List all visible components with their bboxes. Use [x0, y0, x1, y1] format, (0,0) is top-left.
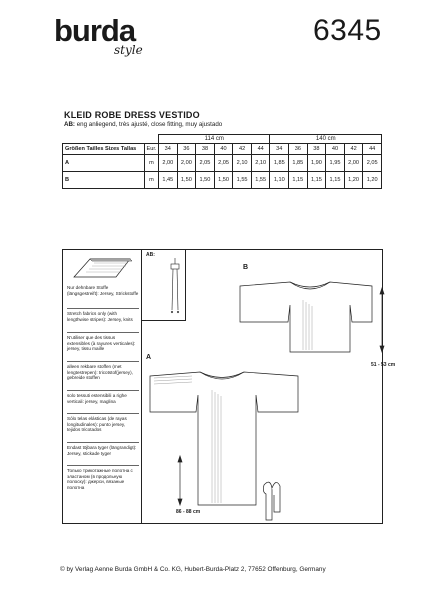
size-header: 38: [307, 144, 326, 155]
view-b-drawing: [240, 282, 372, 352]
table-cell: 1,95: [326, 155, 345, 172]
unit-header: Eur.: [145, 144, 159, 155]
size-header: 42: [344, 144, 363, 155]
table-cell: 1,55: [251, 172, 270, 189]
fit-text: eng anliegend, très ajusté, close fitting, muy ajustado: [75, 121, 223, 128]
size-header: 42: [233, 144, 252, 155]
twin-needle-icon: [171, 258, 179, 313]
view-b-label: B: [243, 264, 249, 271]
row-unit: m: [145, 155, 159, 172]
size-header: 38: [196, 144, 215, 155]
row-label: A: [63, 155, 145, 172]
table-cell: 2,05: [214, 155, 233, 172]
table-cell: 2,10: [251, 155, 270, 172]
table-cell: 1,85: [270, 155, 289, 172]
table-cell: 1,55: [233, 172, 252, 189]
brand-name: burda: [54, 13, 136, 48]
table-cell: 2,00: [159, 155, 178, 172]
fabric-note-es: Sólo telas elásticas (de rayas longitudinales): punto jersey, tejidos tricotados: [67, 413, 139, 433]
measure-b-label: 51 - 53 cm: [371, 362, 396, 368]
row-label: B: [63, 172, 145, 189]
table-cell: 2,10: [233, 155, 252, 172]
table-cell: 2,05: [363, 155, 382, 172]
size-header: 44: [363, 144, 382, 155]
size-header: 34: [270, 144, 289, 155]
fabric-width-114: 114 cm: [159, 135, 270, 144]
table-cell: 1,15: [326, 172, 345, 189]
table-cell: 2,00: [177, 155, 196, 172]
fabric-note-sv: Endast töjbara tyger (längrandigt): Jersey, stickade tyger: [67, 442, 139, 456]
table-cell: 1,50: [196, 172, 215, 189]
notions-label: AB:: [146, 252, 155, 258]
size-header: 36: [289, 144, 308, 155]
garment-title: KLEID ROBE DRESS VESTIDO: [64, 110, 200, 120]
pattern-number: 6345: [313, 14, 382, 47]
table-cell: 1,45: [159, 172, 178, 189]
table-cell: 2,00: [344, 155, 363, 172]
fabric-note-fr: N'utiliser que des tissus extensibles (à rayures verticales): jersey, tissu maille: [67, 332, 139, 352]
table-cell: 1,85: [289, 155, 308, 172]
table-cell: 1,20: [363, 172, 382, 189]
size-header: 36: [177, 144, 196, 155]
table-cell: 2,05: [196, 155, 215, 172]
fabric-note-de: Nur dehnbare Stoffe (längsgestreift): Jersey, Strickstoffe: [67, 285, 139, 296]
fabric-width-140: 140 cm: [270, 135, 382, 144]
size-header: 40: [326, 144, 345, 155]
size-header: 34: [159, 144, 178, 155]
measure-arrow-b: [380, 288, 384, 352]
tie-belt-drawing: [263, 482, 280, 520]
table-cell: 1,15: [289, 172, 308, 189]
table-cell: 1,10: [270, 172, 289, 189]
row-unit: m: [145, 172, 159, 189]
table-cell: 1,50: [214, 172, 233, 189]
table-cell: 1,50: [177, 172, 196, 189]
fabric-note-en: Stretch fabrics only (with lengthwise stripes): Jersey, knits: [67, 308, 139, 322]
measure-a-label: 86 - 88 cm: [176, 509, 201, 515]
table-cell: 1,15: [307, 172, 326, 189]
size-header: 40: [214, 144, 233, 155]
fabric-note-ru: Только трикотажные полотна с эластаном (в продольную полоску): джерси, вязаные полотна: [67, 465, 139, 490]
fabric-note-it: solo tessuti estensibili a righe verticali: jersey, maglina: [67, 390, 139, 404]
size-header: 44: [251, 144, 270, 155]
sizes-header-label: Größen Tailles Sizes Tallas: [63, 144, 145, 155]
fit-prefix: AB:: [64, 121, 75, 128]
brand-sub: style: [114, 43, 143, 57]
measure-arrow-a: [178, 456, 182, 505]
view-a-label: A: [146, 354, 152, 361]
copyright-notice: © by Verlag Aenne Burda GmbH & Co. KG, Hubert-Burda-Platz 2, 77652 Offenburg, Germany: [60, 566, 326, 573]
fabric-note-nl: alleen rekbare stoffen (met lengtestrepen): tricotstof(jersey), gebreide stoffen: [67, 361, 139, 381]
table-cell: 1,90: [307, 155, 326, 172]
table-cell: 1,20: [344, 172, 363, 189]
